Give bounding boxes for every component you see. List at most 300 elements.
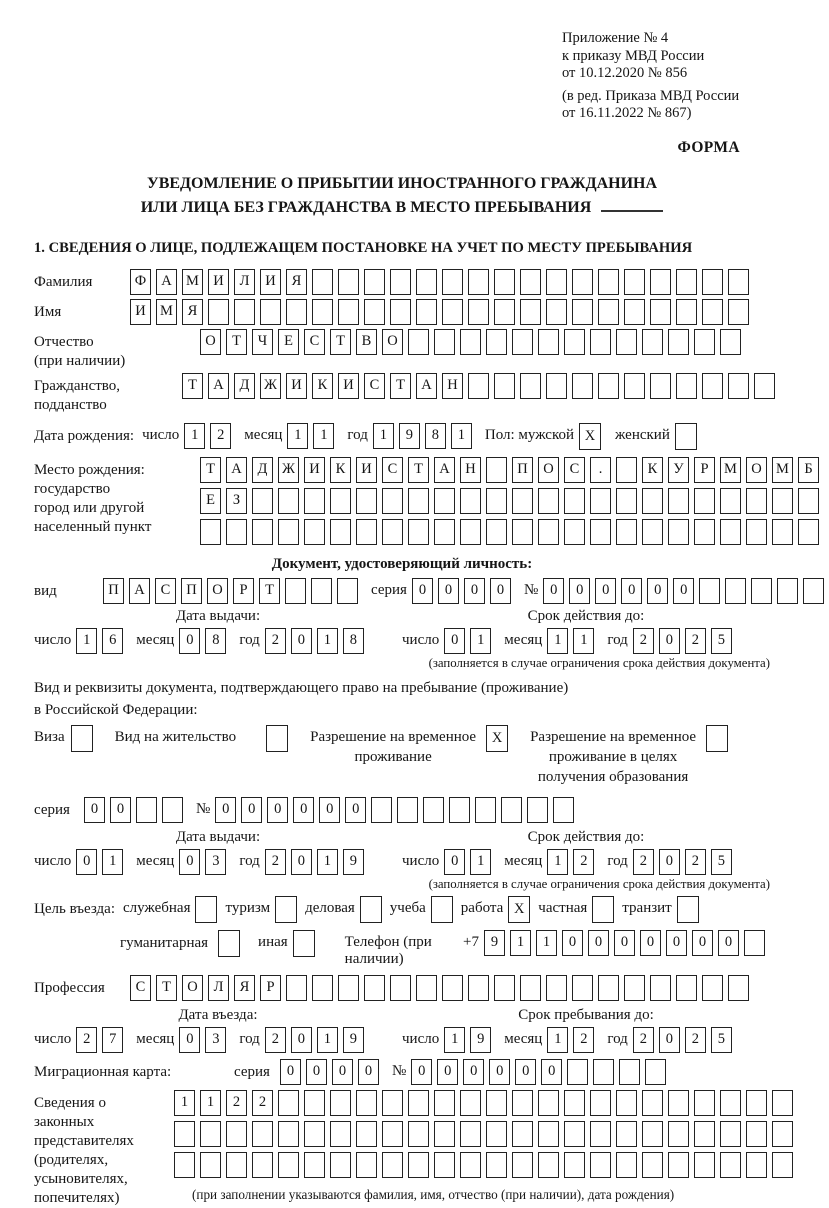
char-box[interactable]: 5	[711, 628, 732, 654]
birth-month-input[interactable]	[287, 423, 339, 449]
char-box[interactable]: 0	[489, 1059, 510, 1085]
stay-day-input[interactable]	[444, 1027, 496, 1053]
char-box[interactable]	[642, 519, 663, 545]
char-box[interactable]: Р	[233, 578, 254, 604]
char-box[interactable]	[527, 797, 548, 823]
char-box[interactable]	[486, 1121, 507, 1147]
char-box[interactable]: А	[434, 457, 455, 483]
char-box[interactable]: 1	[547, 849, 568, 875]
char-box[interactable]	[675, 423, 697, 450]
char-box[interactable]: Т	[226, 329, 247, 355]
char-box[interactable]: 1	[287, 423, 308, 449]
char-box[interactable]	[431, 896, 453, 923]
char-box[interactable]	[593, 1059, 614, 1085]
char-box[interactable]	[642, 1090, 663, 1116]
char-box[interactable]	[538, 1152, 559, 1178]
char-box[interactable]	[706, 725, 728, 752]
char-box[interactable]: 2	[685, 849, 706, 875]
char-box[interactable]	[512, 488, 533, 514]
char-box[interactable]: С	[382, 457, 403, 483]
char-box[interactable]: 2	[633, 1027, 654, 1053]
char-box[interactable]: Д	[252, 457, 273, 483]
char-box[interactable]	[650, 299, 671, 325]
char-box[interactable]	[650, 975, 671, 1001]
char-box[interactable]	[564, 1121, 585, 1147]
char-box[interactable]	[572, 975, 593, 1001]
char-box[interactable]	[572, 373, 593, 399]
char-box[interactable]: 8	[205, 628, 226, 654]
char-box[interactable]	[486, 519, 507, 545]
residence-permit-checkbox[interactable]	[266, 725, 288, 752]
char-box[interactable]	[572, 299, 593, 325]
char-box[interactable]	[520, 269, 541, 295]
purpose-tranzit-checkbox[interactable]	[677, 896, 699, 923]
char-box[interactable]: Ж	[260, 373, 281, 399]
char-box[interactable]: 0	[463, 1059, 484, 1085]
char-box[interactable]: 0	[280, 1059, 301, 1085]
char-box[interactable]: 8	[343, 628, 364, 654]
char-box[interactable]: 0	[569, 578, 590, 604]
char-box[interactable]	[486, 457, 507, 483]
char-box[interactable]	[468, 975, 489, 1001]
char-box[interactable]	[356, 1121, 377, 1147]
char-box[interactable]: 0	[358, 1059, 379, 1085]
char-box[interactable]	[356, 519, 377, 545]
patronymic-input[interactable]	[200, 329, 746, 355]
char-box[interactable]: 6	[102, 628, 123, 654]
char-box[interactable]: 3	[205, 1027, 226, 1053]
char-box[interactable]	[460, 519, 481, 545]
purpose-inaya-checkbox[interactable]	[293, 930, 315, 957]
char-box[interactable]: 1	[573, 628, 594, 654]
char-box[interactable]: 1	[547, 628, 568, 654]
char-box[interactable]	[744, 930, 765, 956]
char-box[interactable]	[512, 1152, 533, 1178]
char-box[interactable]	[616, 488, 637, 514]
char-box[interactable]: С	[130, 975, 151, 1001]
char-box[interactable]	[475, 797, 496, 823]
stay-month-input[interactable]	[547, 1027, 599, 1053]
char-box[interactable]: 2	[573, 849, 594, 875]
char-box[interactable]	[642, 1121, 663, 1147]
char-box[interactable]: О	[207, 578, 228, 604]
char-box[interactable]: 0	[640, 930, 661, 956]
char-box[interactable]	[494, 269, 515, 295]
char-box[interactable]	[312, 975, 333, 1001]
char-box[interactable]: 0	[595, 578, 616, 604]
char-box[interactable]	[598, 269, 619, 295]
char-box[interactable]	[252, 1121, 273, 1147]
char-box[interactable]	[200, 519, 221, 545]
char-box[interactable]	[751, 578, 772, 604]
char-box[interactable]	[538, 488, 559, 514]
char-box[interactable]: 0	[673, 578, 694, 604]
char-box[interactable]: Я	[182, 299, 203, 325]
char-box[interactable]	[330, 1090, 351, 1116]
char-box[interactable]: 0	[621, 578, 642, 604]
char-box[interactable]: Р	[260, 975, 281, 1001]
char-box[interactable]: 2	[633, 849, 654, 875]
char-box[interactable]: А	[156, 269, 177, 295]
char-box[interactable]	[546, 975, 567, 1001]
char-box[interactable]	[423, 797, 444, 823]
char-box[interactable]	[798, 488, 819, 514]
edu-permit-checkbox[interactable]	[706, 725, 728, 752]
char-box[interactable]: 0	[110, 797, 131, 823]
purpose-sluzhebnaya-checkbox[interactable]	[195, 896, 217, 923]
char-box[interactable]	[668, 329, 689, 355]
char-box[interactable]: 9	[343, 1027, 364, 1053]
stay-year-input[interactable]	[633, 1027, 737, 1053]
char-box[interactable]: 0	[332, 1059, 353, 1085]
char-box[interactable]	[512, 1090, 533, 1116]
char-box[interactable]: И	[286, 373, 307, 399]
char-box[interactable]	[338, 299, 359, 325]
char-box[interactable]: О	[200, 329, 221, 355]
char-box[interactable]: 0	[291, 1027, 312, 1053]
char-box[interactable]: М	[156, 299, 177, 325]
char-box[interactable]	[694, 1121, 715, 1147]
char-box[interactable]	[553, 797, 574, 823]
char-box[interactable]: А	[129, 578, 150, 604]
char-box[interactable]	[616, 329, 637, 355]
purpose-rabota-checkbox[interactable]	[508, 896, 530, 923]
permit-issue-day-input[interactable]	[76, 849, 128, 875]
mig-number-input[interactable]	[411, 1059, 671, 1085]
doc-number-input[interactable]	[543, 578, 829, 604]
char-box[interactable]	[616, 1090, 637, 1116]
char-box[interactable]	[694, 1152, 715, 1178]
char-box[interactable]	[486, 329, 507, 355]
char-box[interactable]	[293, 930, 315, 957]
char-box[interactable]: И	[304, 457, 325, 483]
char-box[interactable]	[460, 1152, 481, 1178]
char-box[interactable]	[260, 299, 281, 325]
char-box[interactable]	[538, 1121, 559, 1147]
char-box[interactable]: М	[772, 457, 793, 483]
char-box[interactable]	[694, 1090, 715, 1116]
char-box[interactable]	[668, 1152, 689, 1178]
char-box[interactable]	[668, 1121, 689, 1147]
given-name-input[interactable]	[130, 299, 754, 325]
char-box[interactable]: Т	[200, 457, 221, 483]
char-box[interactable]	[226, 1152, 247, 1178]
char-box[interactable]	[777, 578, 798, 604]
char-box[interactable]	[546, 299, 567, 325]
permit-valid-year-input[interactable]	[633, 849, 737, 875]
char-box[interactable]	[364, 299, 385, 325]
char-box[interactable]	[746, 1152, 767, 1178]
char-box[interactable]	[746, 519, 767, 545]
char-box[interactable]	[668, 1090, 689, 1116]
surname-input[interactable]	[130, 269, 754, 295]
char-box[interactable]: 1	[444, 1027, 465, 1053]
char-box[interactable]	[590, 329, 611, 355]
char-box[interactable]: Т	[259, 578, 280, 604]
char-box[interactable]	[360, 896, 382, 923]
char-box[interactable]	[699, 578, 720, 604]
char-box[interactable]	[728, 975, 749, 1001]
citizenship-input[interactable]	[182, 373, 780, 399]
birth-place-line3-input[interactable]	[200, 519, 824, 545]
char-box[interactable]	[442, 299, 463, 325]
permit-number-input[interactable]	[215, 797, 579, 823]
char-box[interactable]: 5	[711, 849, 732, 875]
char-box[interactable]	[460, 488, 481, 514]
char-box[interactable]	[460, 1121, 481, 1147]
char-box[interactable]: А	[226, 457, 247, 483]
char-box[interactable]	[390, 975, 411, 1001]
birth-day-input[interactable]	[184, 423, 236, 449]
char-box[interactable]: К	[642, 457, 663, 483]
phone-input[interactable]	[484, 930, 770, 956]
char-box[interactable]: П	[512, 457, 533, 483]
char-box[interactable]	[590, 519, 611, 545]
char-box[interactable]: 0	[562, 930, 583, 956]
char-box[interactable]: 2	[685, 1027, 706, 1053]
char-box[interactable]	[642, 1152, 663, 1178]
char-box[interactable]	[434, 1152, 455, 1178]
char-box[interactable]: Б	[798, 457, 819, 483]
char-box[interactable]	[676, 373, 697, 399]
char-box[interactable]	[304, 1121, 325, 1147]
char-box[interactable]: 1	[313, 423, 334, 449]
char-box[interactable]	[676, 299, 697, 325]
char-box[interactable]: М	[182, 269, 203, 295]
char-box[interactable]	[520, 373, 541, 399]
char-box[interactable]	[364, 975, 385, 1001]
purpose-ucheba-checkbox[interactable]	[431, 896, 453, 923]
char-box[interactable]	[538, 519, 559, 545]
mig-series-input[interactable]	[280, 1059, 384, 1085]
char-box[interactable]	[382, 1121, 403, 1147]
char-box[interactable]: 1	[536, 930, 557, 956]
doc-valid-year-input[interactable]	[633, 628, 737, 654]
char-box[interactable]: 2	[685, 628, 706, 654]
char-box[interactable]	[598, 373, 619, 399]
char-box[interactable]	[312, 269, 333, 295]
char-box[interactable]	[304, 1090, 325, 1116]
char-box[interactable]	[546, 373, 567, 399]
char-box[interactable]: Ч	[252, 329, 273, 355]
char-box[interactable]: С	[364, 373, 385, 399]
char-box[interactable]	[408, 1121, 429, 1147]
char-box[interactable]: 1	[317, 1027, 338, 1053]
char-box[interactable]	[624, 373, 645, 399]
char-box[interactable]	[512, 1121, 533, 1147]
char-box[interactable]	[460, 1090, 481, 1116]
char-box[interactable]: 1	[200, 1090, 221, 1116]
char-box[interactable]	[720, 1121, 741, 1147]
char-box[interactable]: 0	[345, 797, 366, 823]
char-box[interactable]	[218, 930, 240, 957]
char-box[interactable]	[616, 457, 637, 483]
birth-place-line1-input[interactable]	[200, 457, 824, 483]
char-box[interactable]	[382, 488, 403, 514]
char-box[interactable]	[356, 488, 377, 514]
entry-year-input[interactable]	[265, 1027, 369, 1053]
char-box[interactable]: О	[182, 975, 203, 1001]
char-box[interactable]: 9	[470, 1027, 491, 1053]
char-box[interactable]: 0	[647, 578, 668, 604]
char-box[interactable]	[278, 488, 299, 514]
char-box[interactable]: 0	[464, 578, 485, 604]
char-box[interactable]	[720, 329, 741, 355]
char-box[interactable]	[598, 975, 619, 1001]
char-box[interactable]: П	[181, 578, 202, 604]
char-box[interactable]	[720, 1152, 741, 1178]
char-box[interactable]: 2	[265, 849, 286, 875]
char-box[interactable]: П	[103, 578, 124, 604]
char-box[interactable]	[330, 1152, 351, 1178]
char-box[interactable]	[266, 725, 288, 752]
char-box[interactable]	[382, 1152, 403, 1178]
char-box[interactable]: 0	[659, 1027, 680, 1053]
char-box[interactable]	[278, 1152, 299, 1178]
char-box[interactable]: Я	[286, 269, 307, 295]
char-box[interactable]: З	[226, 488, 247, 514]
char-box[interactable]	[449, 797, 470, 823]
char-box[interactable]: 0	[319, 797, 340, 823]
entry-month-input[interactable]	[179, 1027, 231, 1053]
char-box[interactable]: Ж	[278, 457, 299, 483]
char-box[interactable]	[650, 269, 671, 295]
char-box[interactable]: 9	[343, 849, 364, 875]
birth-place-line2-input[interactable]	[200, 488, 824, 514]
char-box[interactable]: Л	[208, 975, 229, 1001]
char-box[interactable]	[754, 373, 775, 399]
char-box[interactable]: 0	[692, 930, 713, 956]
char-box[interactable]: Н	[442, 373, 463, 399]
char-box[interactable]	[772, 488, 793, 514]
char-box[interactable]	[564, 329, 585, 355]
char-box[interactable]	[668, 519, 689, 545]
char-box[interactable]	[501, 797, 522, 823]
char-box[interactable]	[338, 975, 359, 1001]
char-box[interactable]	[337, 578, 358, 604]
char-box[interactable]: 0	[437, 1059, 458, 1085]
char-box[interactable]	[278, 1121, 299, 1147]
char-box[interactable]: О	[746, 457, 767, 483]
char-box[interactable]	[200, 1152, 221, 1178]
sex-male-checkbox[interactable]	[579, 423, 601, 450]
char-box[interactable]	[772, 519, 793, 545]
char-box[interactable]	[512, 329, 533, 355]
char-box[interactable]: У	[668, 457, 689, 483]
char-box[interactable]	[616, 519, 637, 545]
char-box[interactable]	[442, 975, 463, 1001]
char-box[interactable]	[772, 1152, 793, 1178]
char-box[interactable]	[803, 578, 824, 604]
char-box[interactable]	[252, 519, 273, 545]
char-box[interactable]: С	[564, 457, 585, 483]
char-box[interactable]	[286, 299, 307, 325]
char-box[interactable]	[702, 373, 723, 399]
char-box[interactable]	[71, 725, 93, 752]
char-box[interactable]: 0	[267, 797, 288, 823]
char-box[interactable]: 0	[179, 628, 200, 654]
char-box[interactable]: 2	[226, 1090, 247, 1116]
char-box[interactable]: 0	[588, 930, 609, 956]
char-box[interactable]	[434, 1090, 455, 1116]
char-box[interactable]	[590, 1121, 611, 1147]
char-box[interactable]: 0	[438, 578, 459, 604]
char-box[interactable]	[694, 329, 715, 355]
char-box[interactable]: X	[508, 896, 530, 923]
char-box[interactable]	[382, 519, 403, 545]
purpose-gumanitarnaya-checkbox[interactable]	[218, 930, 240, 957]
char-box[interactable]	[408, 1152, 429, 1178]
char-box[interactable]: 2	[633, 628, 654, 654]
legal-reps-line2-input[interactable]	[174, 1121, 798, 1147]
char-box[interactable]	[252, 1152, 273, 1178]
char-box[interactable]: Д	[234, 373, 255, 399]
char-box[interactable]	[226, 1121, 247, 1147]
char-box[interactable]	[486, 488, 507, 514]
char-box[interactable]: Т	[156, 975, 177, 1001]
char-box[interactable]: 0	[179, 849, 200, 875]
char-box[interactable]: Т	[182, 373, 203, 399]
char-box[interactable]: 0	[293, 797, 314, 823]
char-box[interactable]: Т	[330, 329, 351, 355]
char-box[interactable]: 1	[102, 849, 123, 875]
char-box[interactable]: И	[338, 373, 359, 399]
char-box[interactable]	[304, 1152, 325, 1178]
char-box[interactable]	[728, 269, 749, 295]
char-box[interactable]	[311, 578, 332, 604]
birth-year-input[interactable]	[373, 423, 477, 449]
char-box[interactable]	[616, 1152, 637, 1178]
char-box[interactable]	[642, 488, 663, 514]
char-box[interactable]	[772, 1090, 793, 1116]
char-box[interactable]	[330, 519, 351, 545]
char-box[interactable]	[416, 299, 437, 325]
permit-valid-day-input[interactable]	[444, 849, 496, 875]
char-box[interactable]	[720, 1090, 741, 1116]
char-box[interactable]	[252, 488, 273, 514]
char-box[interactable]: И	[356, 457, 377, 483]
purpose-chastnaya-checkbox[interactable]	[592, 896, 614, 923]
char-box[interactable]: 0	[215, 797, 236, 823]
char-box[interactable]	[162, 797, 183, 823]
char-box[interactable]: 2	[265, 1027, 286, 1053]
char-box[interactable]	[590, 488, 611, 514]
char-box[interactable]	[364, 269, 385, 295]
char-box[interactable]	[234, 299, 255, 325]
char-box[interactable]: 7	[102, 1027, 123, 1053]
char-box[interactable]	[408, 329, 429, 355]
char-box[interactable]: Л	[234, 269, 255, 295]
temp-permit-checkbox[interactable]	[486, 725, 508, 752]
char-box[interactable]	[728, 373, 749, 399]
char-box[interactable]: 0	[659, 849, 680, 875]
char-box[interactable]: 1	[184, 423, 205, 449]
char-box[interactable]: С	[155, 578, 176, 604]
char-box[interactable]: 0	[412, 578, 433, 604]
purpose-delovaya-checkbox[interactable]	[360, 896, 382, 923]
char-box[interactable]	[371, 797, 392, 823]
char-box[interactable]: 1	[317, 628, 338, 654]
visa-checkbox[interactable]	[71, 725, 93, 752]
char-box[interactable]	[572, 269, 593, 295]
char-box[interactable]	[694, 488, 715, 514]
char-box[interactable]	[746, 1121, 767, 1147]
char-box[interactable]	[174, 1152, 195, 1178]
char-box[interactable]	[304, 519, 325, 545]
char-box[interactable]	[624, 975, 645, 1001]
char-box[interactable]	[746, 1090, 767, 1116]
doc-issue-year-input[interactable]	[265, 628, 369, 654]
